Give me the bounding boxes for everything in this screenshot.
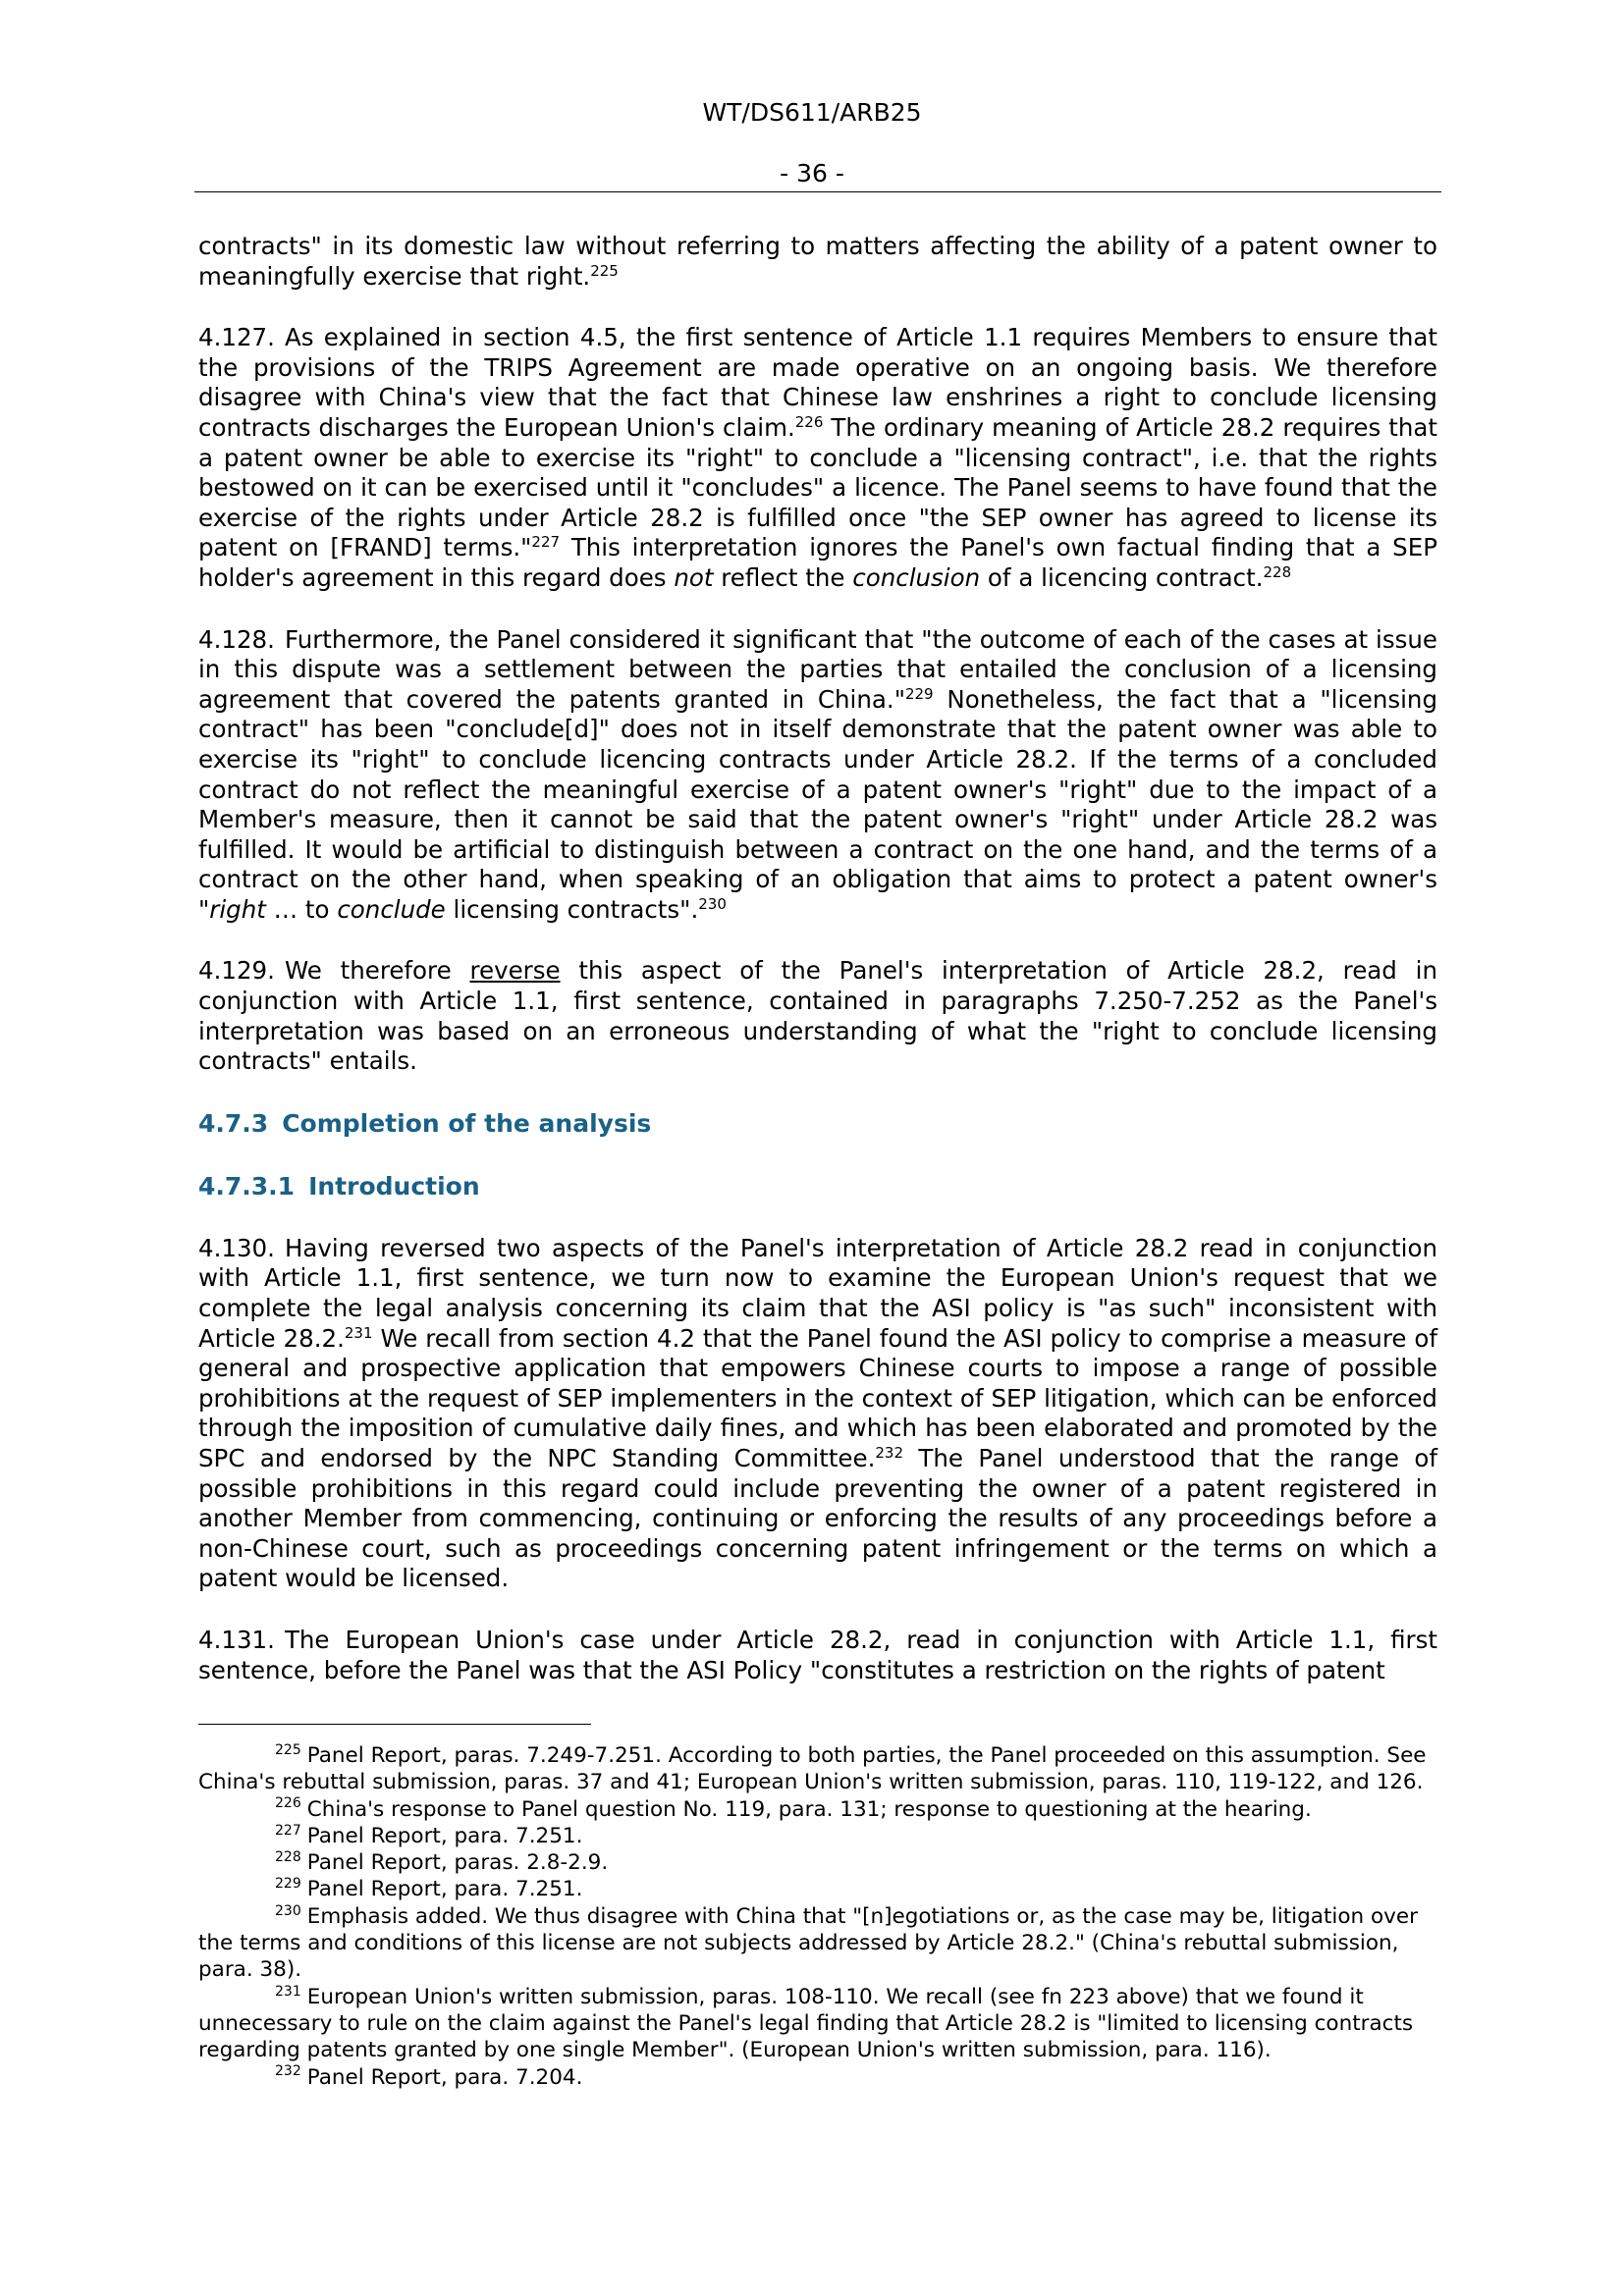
emphasis-text: conclusion	[852, 562, 981, 592]
footnote-text: Panel Report, paras. 7.249-7.251. According to both parties, the Panel proceeded on this assumption. See China's rebuttal submission, paras. 37 and 41; European Union's written submission, paras. 110, 119-122, and 126.	[198, 1743, 1427, 1795]
paragraph-number: 4.128.	[198, 624, 275, 654]
footnote-text: European Union's written submission, paras. 108-110. We recall (see fn 223 above) that we found it unnecessary to rule on the claim against the Panel's legal finding that Article 28.2 is "limited to licensing contracts regarding patents granted by one single Member". (European Union's written submission, para. 116).	[198, 1984, 1414, 2063]
paragraph-continued	[198, 232, 1437, 292]
footnote-229	[198, 1876, 1437, 1902]
main-content	[198, 232, 1437, 1717]
footnote-225	[198, 1742, 1437, 1796]
footnote-ref[interactable]: 227	[531, 533, 561, 552]
paragraph-text: of a licencing contract.	[980, 562, 1264, 592]
section-heading-4-7-3-1	[198, 1171, 1437, 1202]
footnote-number: 231	[275, 1983, 301, 2000]
footnote-ref[interactable]: 231	[344, 1323, 373, 1342]
paragraph-text: The European Union's case under Article 28.2, read in conjunction with Article 1.1, first sentence, before the Panel was that the ASI Policy "constitutes a restriction on the rights of patent	[198, 1625, 1437, 1684]
footnote-number: 227	[275, 1822, 301, 1839]
heading-number: 4.7.3.1	[198, 1171, 296, 1201]
heading-title: Completion of the analysis	[282, 1108, 652, 1138]
paragraph-4-130	[198, 1234, 1437, 1594]
section-heading-4-7-3	[198, 1108, 1437, 1140]
footnote-231	[198, 1984, 1437, 2064]
header-divider	[194, 191, 1441, 192]
paragraph-4-131	[198, 1626, 1437, 1685]
footnote-text: China's response to Panel question No. 119, para. 131; response to questioning at the hearing.	[306, 1796, 1312, 1822]
heading-number: 4.7.3	[198, 1108, 269, 1138]
page-number: - 36 -	[780, 159, 844, 187]
paragraph-number: 4.129.	[198, 956, 275, 986]
footnote-divider	[198, 1724, 591, 1725]
paragraph-number: 4.131.	[198, 1625, 275, 1654]
underlined-text: reverse	[469, 956, 561, 986]
footnote-text: Panel Report, para. 7.251.	[306, 1877, 583, 1902]
footnote-text: Panel Report, para. 7.251.	[306, 1823, 583, 1848]
footnote-232	[198, 2064, 1437, 2091]
paragraph-4-128	[198, 625, 1437, 926]
emphasis-text: right	[209, 894, 266, 924]
footnote-text: Panel Report, para. 7.204.	[306, 2064, 583, 2090]
footnote-230	[198, 1903, 1437, 1984]
paragraph-number: 4.127.	[198, 323, 275, 352]
paragraph-text: this aspect of the Panel's interpretation of Article 28.2, read in conjunction with Article 1.1, first sentence, contained in paragraphs 7.250-7.252 as the Panel's interpretation was based on an erroneous understanding of what the "right to conclude licensing contracts" entails.	[198, 956, 1437, 1076]
footnote-227	[198, 1823, 1437, 1849]
paragraph-text: contracts" in its domestic law without referring to matters affecting the ability of a patent owner to meaningfully exercise that right.	[198, 232, 1437, 291]
emphasis-text: conclude	[337, 894, 446, 924]
paragraph-text: The Panel understood that the range of possible prohibitions in this regard could include preventing the owner of a patent registered in another Member from commencing, continuing or enforcing the results of any proceedings before a non-Chinese court, such as proceedings concerning patent infringement or the terms on which a patent would be licensed.	[198, 1444, 1437, 1593]
paragraph-text: reflect the	[713, 562, 853, 592]
footnote-ref[interactable]: 229	[904, 684, 934, 703]
footnote-ref[interactable]: 232	[875, 1443, 904, 1462]
footnote-number: 229	[275, 1876, 301, 1893]
paragraph-number: 4.130.	[198, 1233, 275, 1262]
paragraph-text: We therefore	[284, 956, 470, 986]
footnote-226	[198, 1796, 1437, 1823]
emphasis-text: not	[674, 562, 714, 592]
paragraph-text: licensing contracts".	[445, 894, 699, 924]
footnote-ref[interactable]: 228	[1263, 562, 1292, 581]
footnote-228	[198, 1849, 1437, 1876]
footnote-number: 230	[275, 1902, 301, 1919]
footnote-number: 232	[275, 2063, 301, 2080]
footnote-number: 226	[275, 1795, 301, 1812]
paragraph-4-127	[198, 323, 1437, 593]
paragraph-text: Furthermore, the Panel considered it significant that "the outcome of each of the cases at issue in this dispute was a settlement between the parties that entailed the conclusion of a licensing agreement that covered the patents granted in China."	[198, 624, 1437, 714]
paragraph-text: As explained in section 4.5, the first sentence of Article 1.1 requires Members to ensure that the provisions of the TRIPS Agreement are made operative on an ongoing basis. We therefore disagree with China's view that the fact that Chinese law enshrines a right to conclude licensing contracts discharges the European Union's claim.	[198, 323, 1437, 442]
heading-title: Introduction	[308, 1171, 480, 1201]
footnote-ref[interactable]: 230	[698, 894, 727, 913]
paragraph-text: The ordinary meaning of Article 28.2 requires that a patent owner be able to exercise its "right" to conclude a "licensing contract", i.e. that the rights bestowed on it can be exercised until it "concludes" a licence. The Panel seems to have found that the exercise of the rights under Article 28.2 is fulfilled once "the SEP owner has agreed to license its patent on [FRAND] terms."	[198, 412, 1437, 562]
document-symbol: WT/DS611/ARB25	[702, 98, 922, 127]
paragraph-text: Having reversed two aspects of the Panel's interpretation of Article 28.2 read in conjunction with Article 1.1, first sentence, we turn now to examine the European Union's request that we complete the legal analysis concerning its claim that the ASI policy is "as such" inconsistent with Article 28.2.	[198, 1233, 1437, 1353]
paragraph-text: We recall from section 4.2 that the Panel found the ASI policy to comprise a measure of general and prospective application that empowers Chinese courts to impose a range of possible prohibitions at the request of SEP implementers in the context of SEP litigation, which can be enforced through the imposition of cumulative daily fines, and which has been elaborated and promoted by the SPC and endorsed by the NPC Standing Committee.	[198, 1323, 1437, 1472]
footnote-text: Emphasis added. We thus disagree with China that "[n]egotiations or, as the case may be, litigation over the terms and conditions of this license are not subjects addressed by Article 28.2." (China's rebuttal submission, para. 38).	[198, 1903, 1418, 1983]
footnote-number: 225	[275, 1741, 301, 1758]
paragraph-text: Nonetheless, the fact that a "licensing contract" has been "conclude[d]" does not in itself demonstrate that the patent owner was able to exercise its "right" to conclude licencing contracts under Article 28.2. If the terms of a concluded contract do not reflect the meaningful exercise of a patent owner's "right" due to the impact of a Member's measure, then it cannot be said that the patent owner's "right" under Article 28.2 was fulfilled. It would be artificial to distinguish between a contract on the one hand, and the terms of a contract on the other hand, when speaking of an obligation that aims to protect a patent owner's "	[198, 684, 1438, 924]
paragraph-4-129	[198, 956, 1437, 1076]
paragraph-text: … to	[265, 894, 338, 924]
paragraph-text: This interpretation ignores the Panel's own factual finding that a SEP holder's agreement in this regard does	[198, 533, 1437, 592]
footnote-ref[interactable]: 226	[794, 412, 824, 431]
footnote-text: Panel Report, paras. 2.8-2.9.	[306, 1850, 609, 1876]
footnote-ref[interactable]: 225	[590, 261, 619, 280]
footnote-number: 228	[275, 1849, 301, 1866]
footnotes	[198, 1742, 1437, 2091]
